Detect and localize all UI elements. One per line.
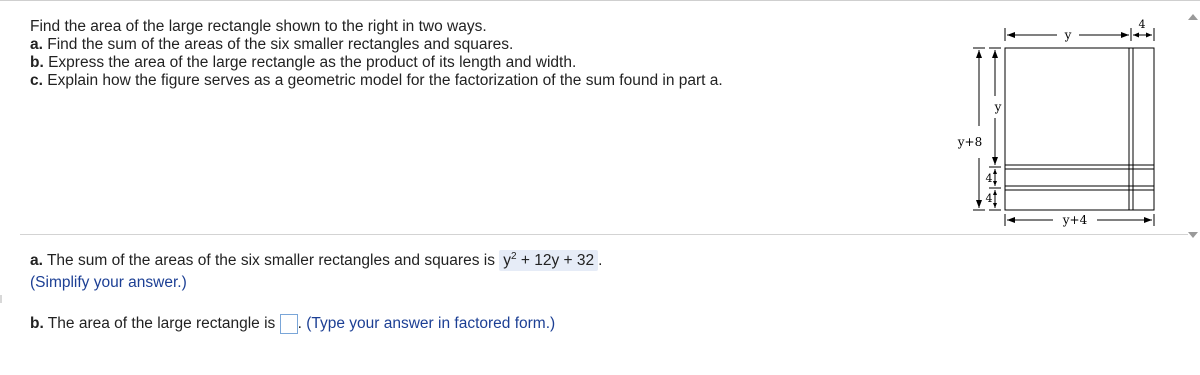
arrowhead (992, 157, 998, 165)
arrowhead (1121, 32, 1129, 38)
arrowhead (992, 50, 998, 58)
part-c-text: Explain how the figure serves as a geometric model for the factorization of the sum found in part a. (42, 72, 723, 89)
part-b-text: Express the area of the large rectangle as the product of its length and width. (43, 54, 577, 71)
problem-part-b (30, 54, 723, 72)
arrowhead (976, 50, 982, 58)
answer-b-input[interactable] (280, 314, 298, 334)
arrowhead (1133, 33, 1139, 38)
arrowhead (1007, 32, 1015, 38)
answer-a-label: a. (30, 252, 43, 270)
arrowhead (993, 190, 997, 195)
top-rule (0, 0, 1200, 1)
answer-b-after: . (297, 315, 307, 333)
label-left-4b: 4 (985, 192, 993, 205)
answer-a-rest: + 12y + 32 (516, 252, 595, 270)
section-divider (20, 234, 1188, 235)
part-c-label: c. (30, 72, 43, 89)
answer-a-end: . (598, 252, 603, 270)
rectangle-figure (945, 8, 1175, 234)
answer-b-hint: (Type your answer in factored form.) (306, 315, 556, 333)
answer-a-text: The sum of the areas of the six smaller rectangles and squares is (42, 252, 500, 270)
arrowhead (1146, 33, 1152, 38)
answer-b (30, 314, 555, 334)
label-left-y: y (994, 100, 1002, 114)
answer-a-base: y (503, 252, 512, 270)
answer-a-exponent: 2 (511, 251, 517, 262)
left-edge-marker (0, 295, 2, 303)
answer-a-value (499, 250, 598, 271)
label-left-outer: y+8 (957, 135, 983, 149)
arrowhead (993, 169, 997, 174)
arrowhead (993, 203, 997, 208)
part-a-label: a. (30, 36, 43, 53)
answer-a (30, 250, 602, 271)
label-top-y: y (1064, 28, 1072, 42)
label-left-4a: 4 (985, 172, 993, 185)
arrowhead (1007, 217, 1015, 223)
scroll-down-arrow-icon[interactable] (1188, 232, 1198, 238)
arrowhead (993, 181, 997, 186)
problem-part-a (30, 36, 723, 54)
scroll-up-arrow-icon[interactable] (1188, 14, 1198, 20)
problem-part-c (30, 72, 723, 90)
arrowhead (976, 200, 982, 208)
scrollbar[interactable] (1185, 12, 1200, 238)
label-bottom: y+4 (1062, 213, 1088, 227)
problem-intro: Find the area of the large rectangle shown to the right in two ways. (30, 18, 487, 35)
part-b-label: b. (30, 54, 44, 71)
answer-b-text: The area of the large rectangle is (43, 315, 280, 333)
part-a-text: Find the sum of the areas of the six smaller rectangles and squares. (42, 36, 514, 53)
answer-a-hint: (Simplify your answer.) (30, 274, 187, 291)
answer-b-label: b. (30, 315, 44, 333)
label-top-4: 4 (1138, 18, 1146, 31)
arrowhead (1144, 217, 1152, 223)
problem-statement (30, 18, 723, 90)
